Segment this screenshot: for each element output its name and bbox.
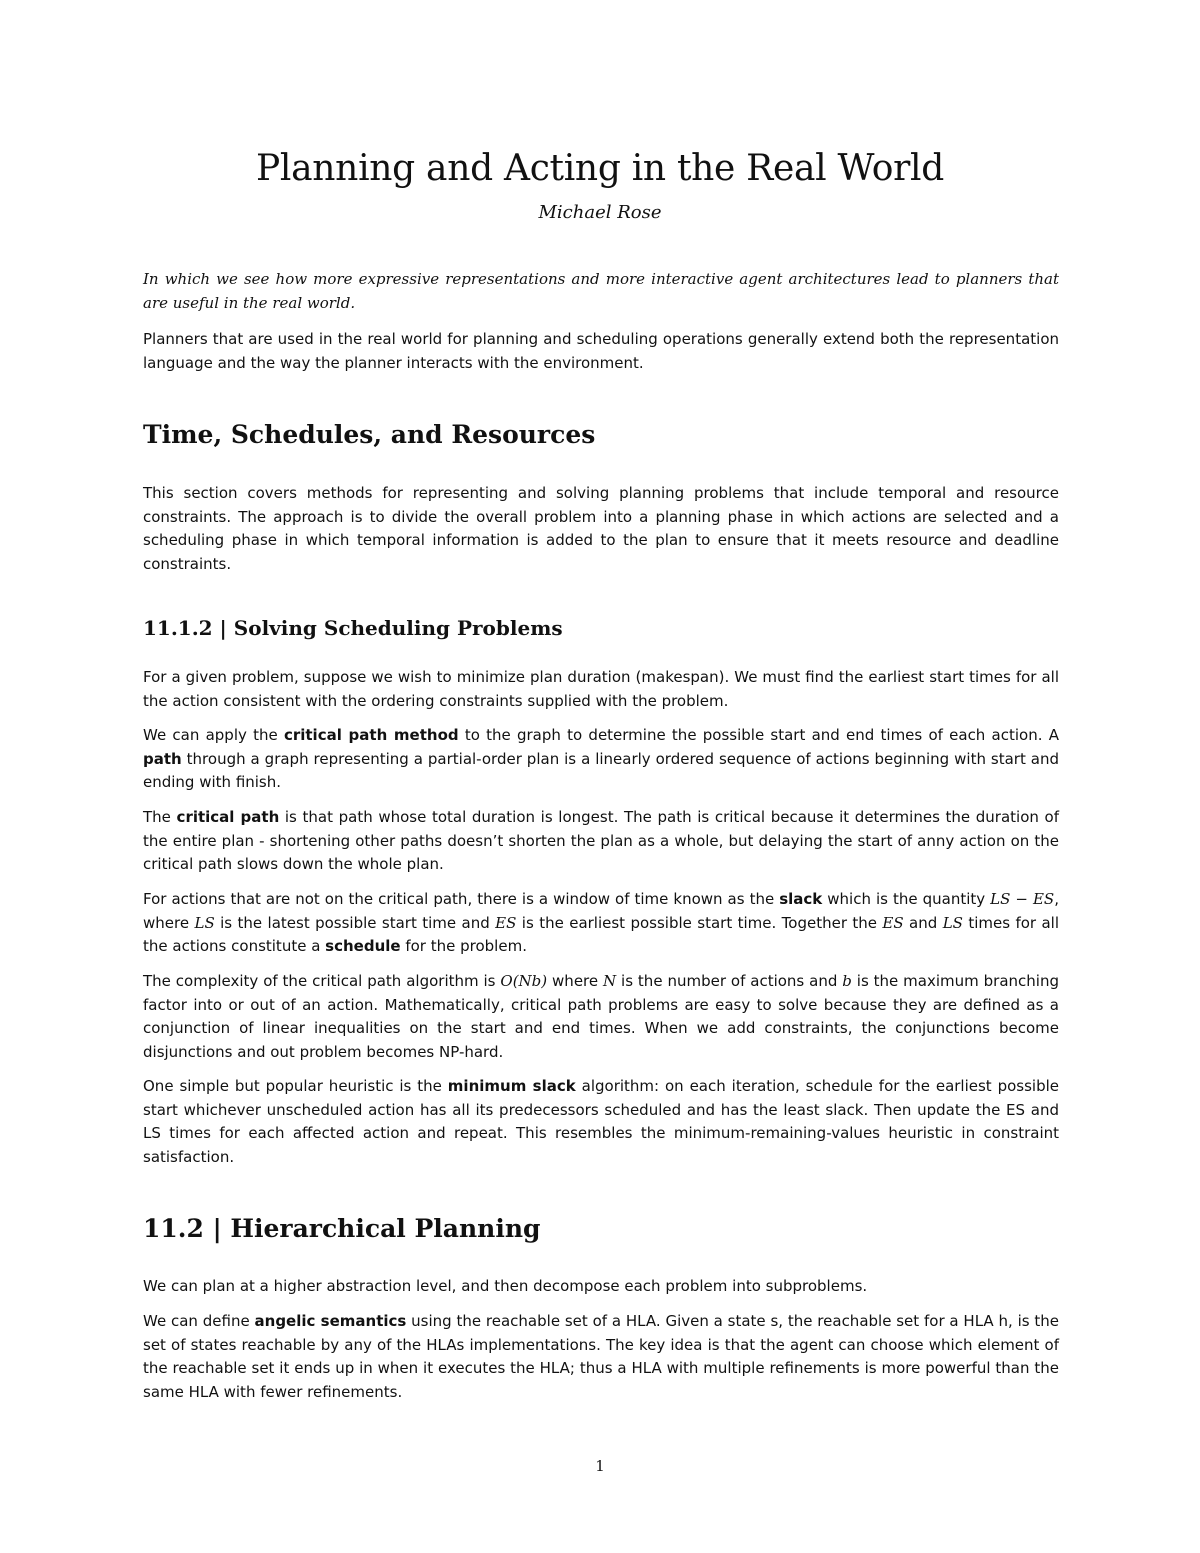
term-critical-path-method: critical path method xyxy=(283,726,459,744)
epigraph: In which we see how more expressive representations and more interactive agent architectures lead to planners that are useful in the real world. xyxy=(143,270,1059,312)
document-title: Planning and Acting in the Real World xyxy=(256,148,944,189)
section-heading-hierarchical-planning: 11.2 | Hierarchical Planning xyxy=(143,1214,541,1243)
math-ls-minus-es: LS − ES xyxy=(990,890,1055,908)
section-1-paragraph: This section covers methods for representing and solving planning problems that include temporal and resource constraints. The approach is to divide the overall problem into a planning phase in which actions are selected and a scheduling phase in which temporal information is added to the plan to ensure that it meets resource and deadline constraints. xyxy=(143,484,1059,573)
term-schedule: schedule xyxy=(325,937,401,955)
hierarchical-paragraph-1: We can plan at a higher abstraction level, and then decompose each problem into subproblems. xyxy=(143,1277,868,1295)
scheduling-paragraph-1: For a given problem, suppose we wish to minimize plan duration (makespan). We must find the earliest start times for all the action consistent with the ordering constraints supplied with the problem. xyxy=(143,668,1059,710)
scheduling-paragraph-5: The complexity of the critical path algorithm is O(Nb) where N is the number of actions and b is the maximum branching factor into or out of an action. Mathematically, critical path problems are easy to solve because they are defined as a conjunction of linear inequalities on the start and end times. When we add constraints, the conjunctions become disjunctions and out problem becomes NP-hard. xyxy=(143,972,1059,1061)
term-slack: slack xyxy=(779,890,823,908)
term-critical-path: critical path xyxy=(176,808,280,826)
intro-paragraph: Planners that are used in the real world for planning and scheduling operations generally extend both the representation language and the way the planner interacts with the environment. xyxy=(143,330,1059,372)
scheduling-paragraph-6: One simple but popular heuristic is the minimum slack algorithm: on each iteration, schedule for the earliest possible start whichever unscheduled action has all its predecessors scheduled and has the least slack. Then update the ES and LS times for each affected action and repeat. This resembles the minimum-remaining-values heuristic in constraint satisfaction. xyxy=(143,1077,1059,1166)
scheduling-paragraph-2: We can apply the critical path method to the graph to determine the possible start and end times of each action. A path through a graph representing a partial-order plan is a linearly ordered sequence of actions beginning with start and ending with finish. xyxy=(143,726,1059,791)
document-author: Michael Rose xyxy=(538,202,662,223)
term-path: path xyxy=(143,749,182,768)
hierarchical-paragraph-2: We can define angelic semantics using the reachable set of a HLA. Given a state s, the reachable set for a HLA h, is the set of states reachable by any of the HLAs implementations. The key idea is that the agent can choose which element of the reachable set it ends up in when it executes the HLA; thus a HLA with multiple refinements is more powerful than the same HLA with fewer refinements. xyxy=(143,1312,1059,1401)
section-heading-time-schedules: Time, Schedules, and Resources xyxy=(143,420,596,449)
scheduling-paragraph-3: The critical path is that path whose total duration is longest. The path is critical because it determines the duration of the entire plan - shortening other paths doesn’t shorten the plan as a whole, but delaying the start of anny action on the critical path slows down the whole plan. xyxy=(143,808,1059,873)
scheduling-paragraph-4: For actions that are not on the critical path, there is a window of time known as the slack which is the quantity LS − ES, where LS is the latest possible start time and ES is the earliest possible start time. Together the ES and LS times for all the actions constitute a schedule for the problem. xyxy=(143,890,1059,955)
term-minimum-slack: minimum slack xyxy=(447,1077,576,1095)
term-angelic-semantics: angelic semantics xyxy=(254,1312,407,1330)
subsection-heading-scheduling: 11.1.2 | Solving Scheduling Problems xyxy=(143,616,563,640)
math-o-nb: O(Nb) xyxy=(500,972,548,990)
page-number: 1 xyxy=(595,1457,605,1475)
